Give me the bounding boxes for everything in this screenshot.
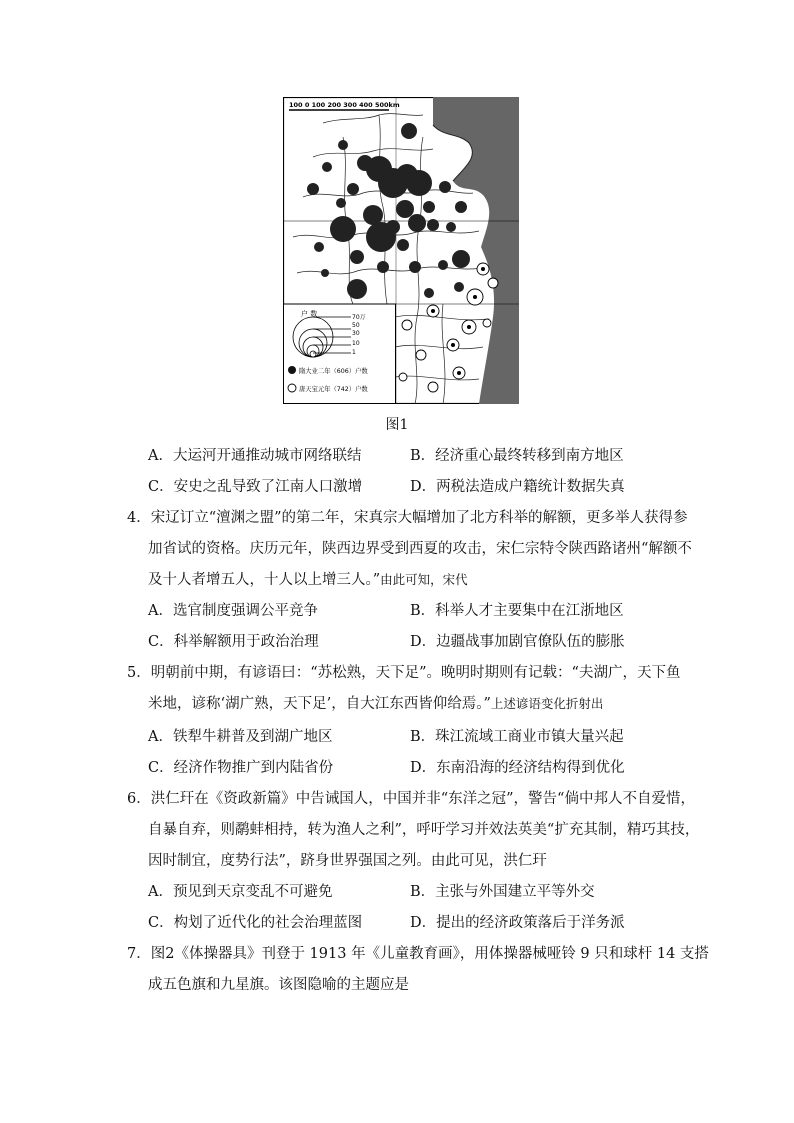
q6-option-d[interactable]: D．提出的经济政策落后于洋务派 [410, 915, 625, 931]
q4-stem-line2: 加省试的资格。庆历元年，陕西边界受到西夏的攻击，宋仁宗特令陕西路诸州“解额不 [148, 541, 692, 557]
population-map-figure [283, 97, 519, 404]
legend-value-30: 30 [352, 330, 360, 337]
figure-caption: 图1 [385, 417, 409, 433]
q5-option-c[interactable]: C．经济作物推广到内陆省份 [148, 760, 334, 776]
q4-option-a[interactable]: A．选官制度强调公平竞争 [148, 603, 318, 619]
q6-option-b[interactable]: B．主张与外国建立平等外交 [410, 884, 595, 900]
q3-option-b[interactable]: B．经济重心最终转移到南方地区 [410, 448, 624, 464]
q4-stem-line3: 及十人者增五人，十人以上增三人。”由此可知，宋代 [148, 572, 468, 588]
legend-tang: 唐天宝元年（742）户数 [299, 386, 368, 393]
q4-option-b[interactable]: B．科举人才主要集中在江浙地区 [410, 603, 624, 619]
q5-option-d[interactable]: D．东南沿海的经济结构得到优化 [410, 760, 625, 776]
q4-option-c[interactable]: C．科举解额用于政治治理 [148, 634, 319, 650]
legend-value-70: 70万 [352, 314, 366, 321]
q3-option-c[interactable]: C．安史之乱导致了江南人口激增 [148, 479, 363, 495]
q5-stem-line2: 米地，谚称‘湖广熟，天下足’，自大江东西皆仰给焉。”上述谚语变化折射出 [148, 696, 604, 712]
q4-option-d[interactable]: D．边疆战事加剧官僚队伍的膨胀 [410, 634, 625, 650]
legend-title: 户 数 [301, 310, 318, 318]
q3-option-d[interactable]: D．两税法造成户籍统计数据失真 [410, 479, 625, 495]
legend-value-1: 1 [352, 349, 356, 356]
q7-stem-line2: 成五色旗和九星旗。该图隐喻的主题应是 [148, 977, 409, 993]
q3-option-a[interactable]: A．大运河开通推动城市网络联结 [148, 448, 362, 464]
q6-stem-line3: 因时制宜，度势行法”，跻身世界强国之列。由此可见，洪仁玕 [148, 853, 547, 869]
q6-stem-line1: 6．洪仁玕在《资政新篇》中告诫国人，中国并非“东洋之冠”，警告“倘中邦人不自爱惜， [127, 791, 695, 807]
q6-option-a[interactable]: A．预见到天京变乱不可避免 [148, 884, 333, 900]
q5-option-a[interactable]: A．铁犁牛耕普及到湖广地区 [148, 729, 333, 745]
q4-stem-line1: 4．宋辽订立“澶渊之盟”的第二年，宋真宗大幅增加了北方科举的解额，更多举人获得参 [127, 510, 688, 526]
legend-value-10: 10 [352, 340, 360, 347]
q6-option-c[interactable]: C．构划了近代化的社会治理蓝图 [148, 915, 363, 931]
q7-stem-line1: 7．图2《体操器具》刊登于 1913 年《儿童教育画》，用体操器械哑铃 9 只和球杆 14 支搭 [127, 946, 709, 962]
legend-sui: 隋大业二年（606）户数 [299, 368, 368, 375]
q5-option-b[interactable]: B．珠江流域工商业市镇大量兴起 [410, 729, 624, 745]
scale-label: 100 0 100 200 300 400 500km [289, 101, 400, 109]
q5-stem-line1: 5．明朝前中期，有谚语曰：“苏松熟，天下足”。晚明时期则有记载：“夫湖广，天下鱼 [127, 665, 681, 681]
legend-value-50: 50 [352, 322, 360, 329]
q6-stem-line2: 自暴自弃，则鹬蚌相持，转为渔人之利”，呼吁学习并效法英美“扩充其制，精巧其技， [148, 822, 700, 838]
